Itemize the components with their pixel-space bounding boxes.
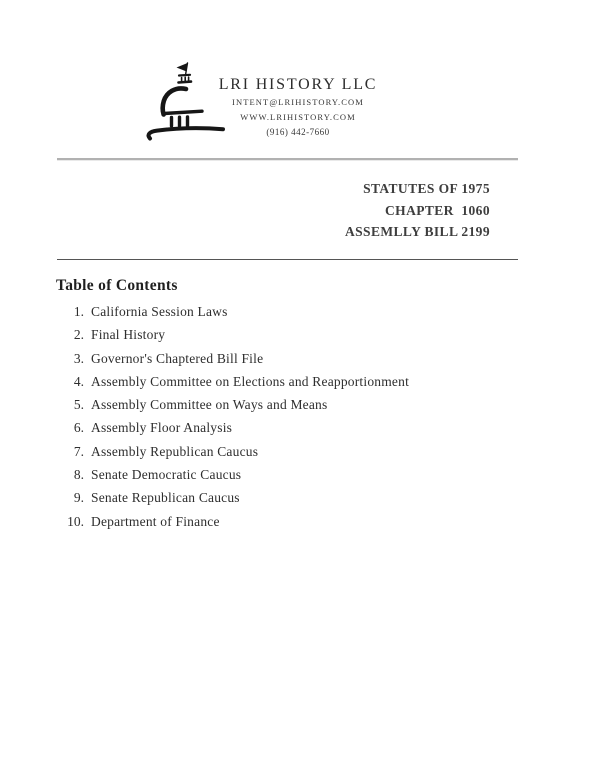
company-website: WWW.LRIHISTORY.COM: [240, 112, 356, 122]
toc-item-label: Assembly Committee on Ways and Means: [91, 397, 328, 413]
divider-bottom: [57, 259, 518, 260]
toc-item-label: Senate Republican Caucus: [91, 490, 240, 506]
company-name: LRI HISTORY LLC: [218, 76, 378, 93]
toc-item-label: Assembly Floor Analysis: [91, 420, 233, 436]
toc-item: [0, 510, 560, 533]
statutes-line: STATUTES OF 1975: [363, 181, 490, 196]
bill-line: ASSEMLLY BILL 2199: [344, 224, 490, 239]
toc-item: [0, 370, 560, 393]
toc-item-number: 6.: [73, 420, 84, 436]
letterhead: [0, 75, 596, 140]
toc-item: [0, 393, 560, 416]
reference-block: [345, 178, 490, 243]
toc-item: [0, 416, 560, 439]
toc-item: [0, 463, 560, 486]
toc-item-number: 4.: [73, 373, 84, 389]
toc-title: Table of Contents: [56, 277, 178, 294]
toc-item-label: Governor's Chaptered Bill File: [91, 350, 264, 366]
toc-item-label: Senate Democratic Caucus: [91, 467, 242, 483]
toc-item-label: Final History: [91, 327, 166, 343]
toc-item: [0, 300, 560, 323]
toc-item-number: 10.: [67, 513, 84, 529]
chapter-line: CHAPTER 1060: [385, 202, 490, 218]
toc-item-number: 1.: [73, 304, 84, 319]
toc-item: [0, 486, 560, 509]
toc-item-number: 7.: [73, 443, 84, 459]
toc-list: [0, 300, 560, 533]
toc-item-label: California Session Laws: [91, 304, 228, 319]
toc-item: [0, 323, 560, 346]
toc-item: [0, 440, 560, 463]
toc-item-number: 9.: [73, 490, 84, 506]
toc-item-number: 3.: [73, 350, 84, 366]
toc-item-label: Assembly Committee on Elections and Reapportionment: [91, 373, 410, 389]
company-phone: (916) 442-7660: [266, 127, 330, 137]
toc-item-number: 5.: [73, 397, 84, 413]
divider-top: [57, 158, 518, 160]
company-email: INTENT@LRIHISTORY.COM: [232, 97, 364, 107]
toc-item-label: Department of Finance: [91, 513, 220, 529]
toc-item-number: 8.: [73, 467, 84, 483]
toc-item-number: 2.: [73, 327, 84, 343]
toc-item: [0, 347, 560, 370]
toc-item-label: Assembly Republican Caucus: [91, 443, 259, 459]
